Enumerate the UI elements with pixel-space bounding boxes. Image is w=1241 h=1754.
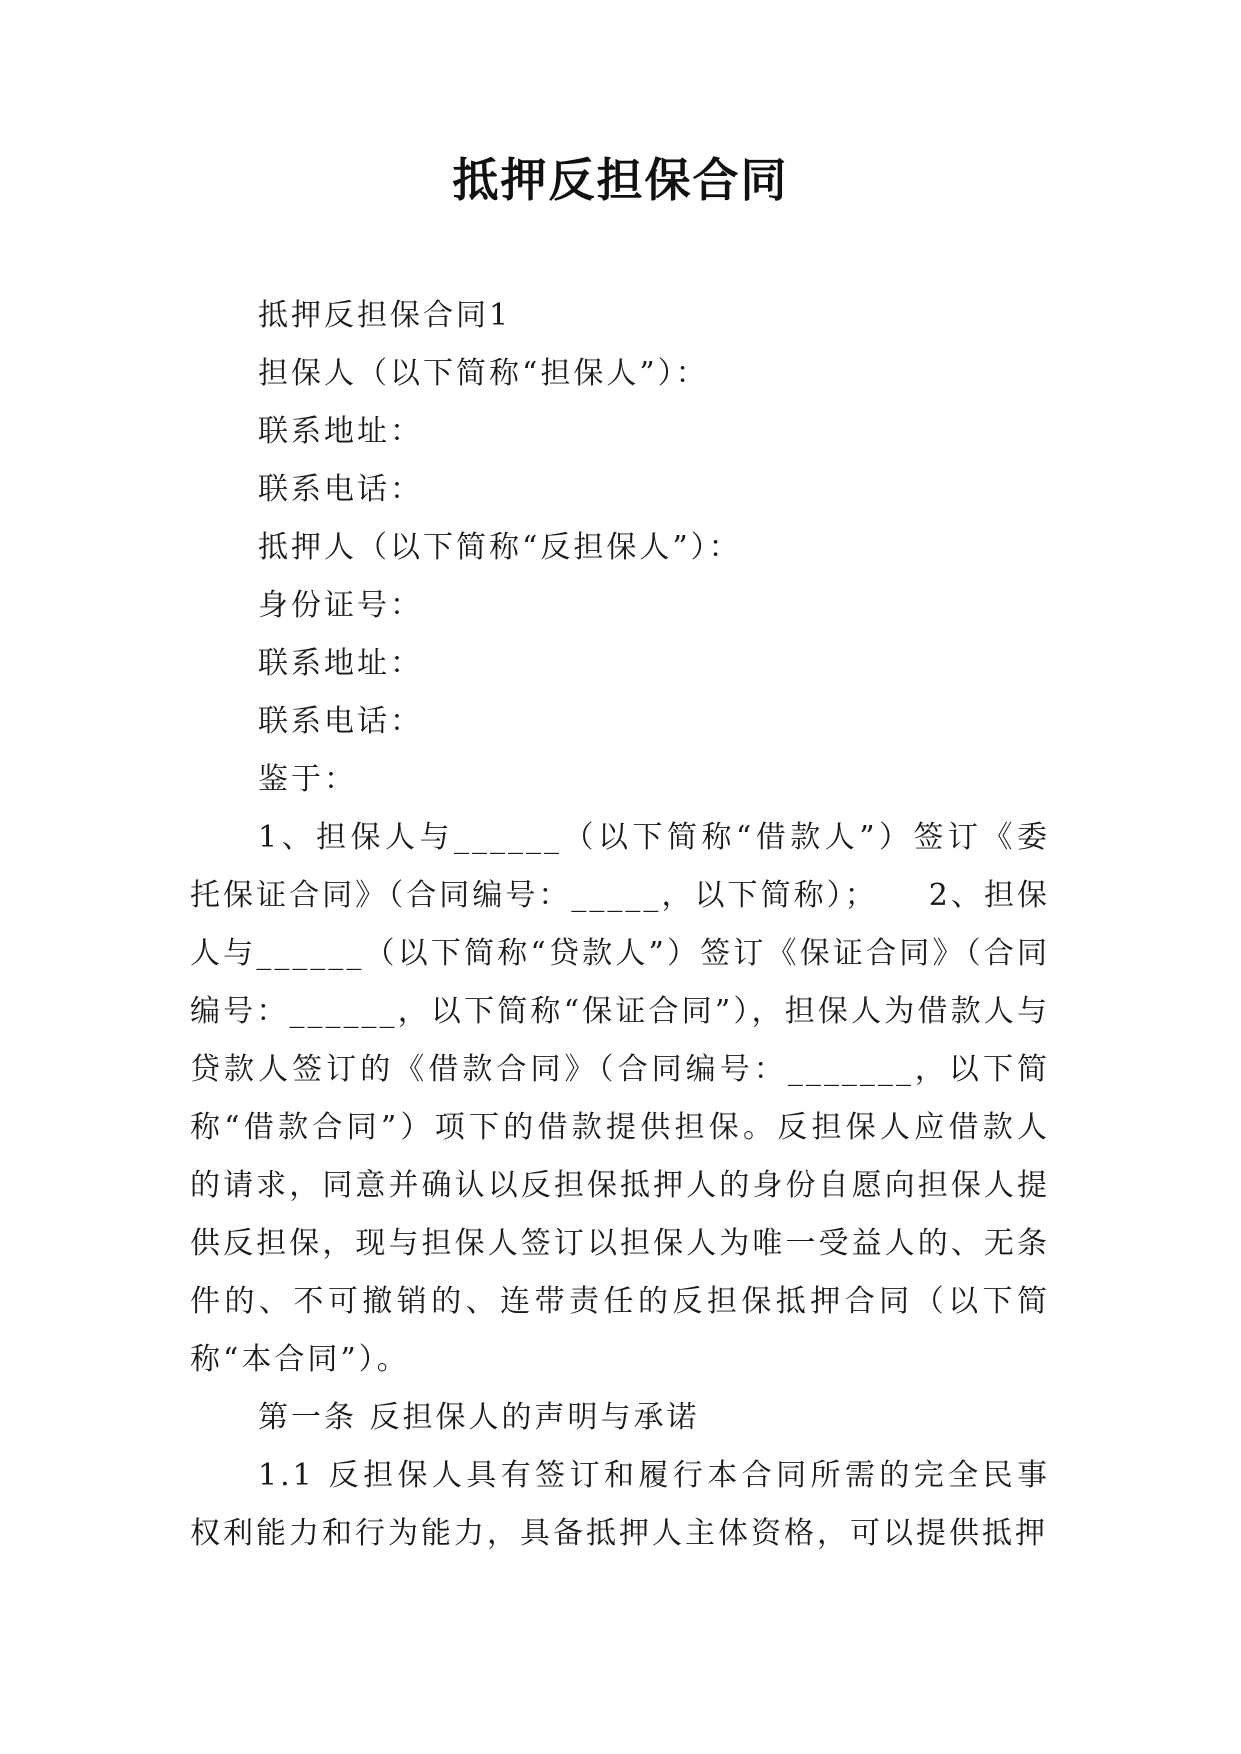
whereas-line: 鉴于： xyxy=(258,762,357,797)
contract-subtitle: 抵押反担保合同1 xyxy=(258,298,512,333)
id-number-line: 身份证号： xyxy=(258,588,423,623)
mortgagor-phone-line: 联系电话： xyxy=(258,704,423,739)
document-body xyxy=(190,287,1050,1563)
recital-paragraph: 1、担保人与______（以下简称“借款人”）签订《委托保证合同》（合同编号：_____，以下简称）； 2、担保人与______（以下简称“贷款人”）签订《保证合同》（合同编号：______，以下简称“保证合同”），担保人为借款人与贷款人签订的《借款合同》（合同编号：_______，以下简称“借款合同”）项下的借款提供担保。反担保人应借款人的请求，同意并确认以反担保抵押人的身份自愿向担保人提供反担保，现与担保人签订以担保人为唯一受益人的、无条件的、不可撤销的、连带责任的反担保抵押合同（以下简称“本合同”）。 xyxy=(190,820,1050,1377)
guarantor-address-line: 联系地址： xyxy=(258,414,423,449)
article-1-heading: 第一条 反担保人的声明与承诺 xyxy=(258,1400,700,1435)
clause-1-1: 1.1 反担保人具有签订和履行本合同所需的完全民事权利能力和行为能力，具备抵押人主体资格，可以提供抵押 xyxy=(190,1458,1050,1551)
mortgagor-line: 抵押人（以下简称“反担保人”）： xyxy=(258,530,742,565)
guarantor-phone-line: 联系电话： xyxy=(258,472,423,507)
mortgagor-address-line: 联系地址： xyxy=(258,646,423,681)
document-title: 抵押反担保合同 xyxy=(452,153,789,207)
guarantor-line: 担保人（以下简称“担保人”）： xyxy=(258,356,709,391)
